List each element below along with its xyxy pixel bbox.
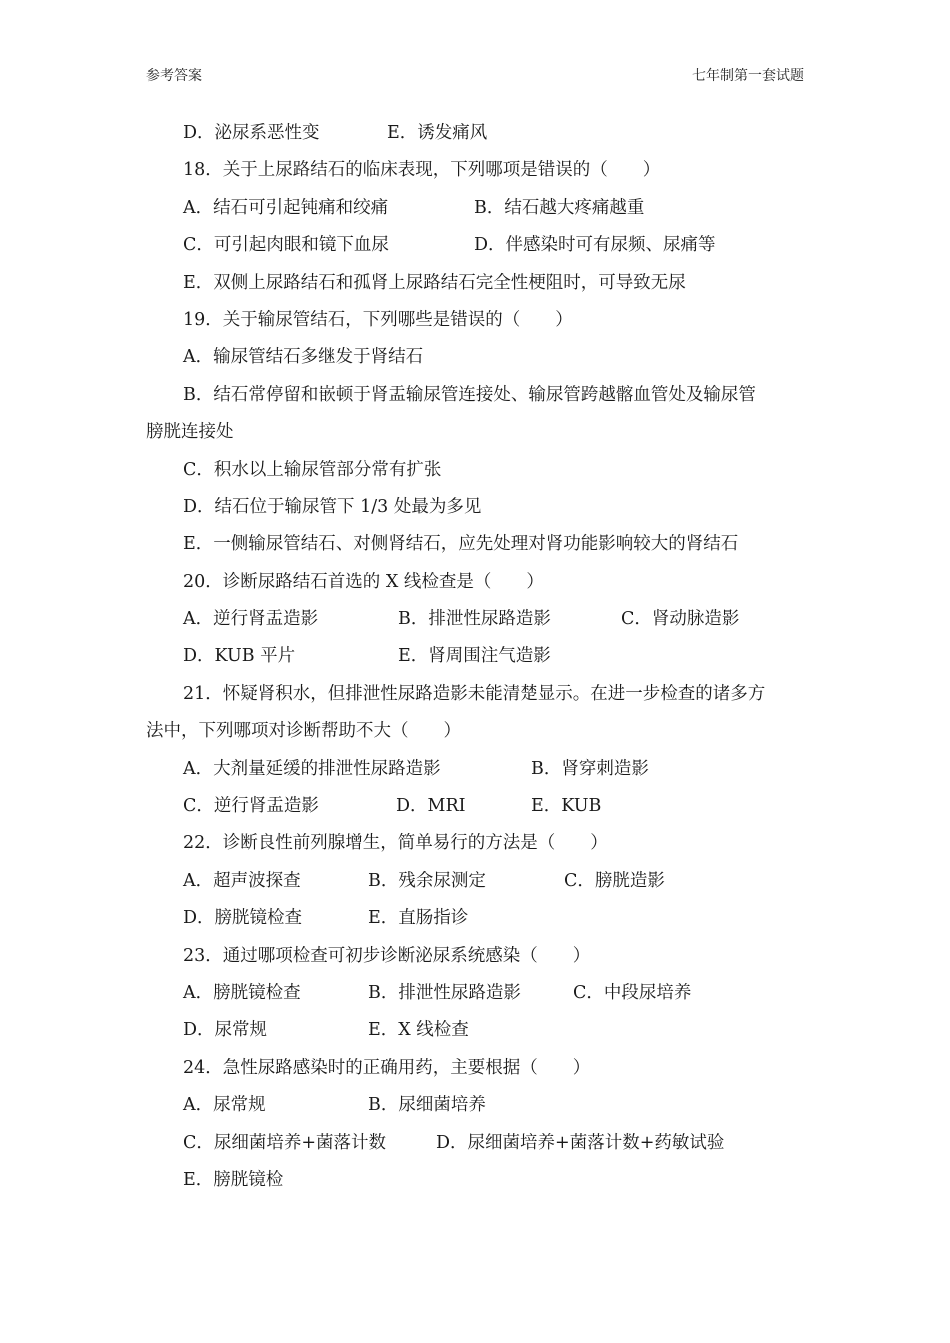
question-23 <box>146 938 810 975</box>
option-line <box>146 1012 810 1049</box>
option-line <box>146 339 810 376</box>
option-line <box>146 377 810 414</box>
option-d: D．尿细菌培养+菌落计数+药敏试验 <box>436 1132 725 1153</box>
option-line <box>146 788 810 825</box>
option-a: A．尿常规 <box>183 1095 266 1116</box>
option-line <box>146 115 810 152</box>
option-d: D．结石位于输尿管下 1/3 处最为多见 <box>183 496 482 517</box>
option-d: D．KUB 平片 <box>183 646 296 667</box>
option-e: E．肾周围注气造影 <box>398 646 551 667</box>
option-d: D．尿常规 <box>183 1020 268 1041</box>
option-line <box>146 190 810 227</box>
option-a: A．逆行肾盂造影 <box>183 609 319 630</box>
option-b: B．排泄性尿路造影 <box>368 982 521 1003</box>
option-c: C．膀胱造影 <box>564 870 665 891</box>
option-c: C．积水以上输尿管部分常有扩张 <box>183 459 442 480</box>
option-b-continued: 膀胱连接处 <box>146 422 234 443</box>
option-a: A．超声波探查 <box>183 870 301 891</box>
option-c: C．逆行肾盂造影 <box>183 796 319 817</box>
option-line <box>146 863 810 900</box>
header-left: 参考答案 <box>146 68 202 84</box>
question-23-stem: 23．通过哪项检查可初步诊断泌尿系统感染（ ） <box>183 945 591 966</box>
option-d: D．泌尿系恶性变 <box>183 123 320 143</box>
option-a: A．结石可引起钝痛和绞痛 <box>183 197 389 218</box>
question-22-stem: 22．诊断良性前列腺增生，简单易行的方法是（ ） <box>183 833 608 854</box>
option-a: A．输尿管结石多继发于肾结石 <box>183 347 424 368</box>
question-21-stem-continued: 法中，下列哪项对诊断帮助不大（ ） <box>146 721 461 742</box>
option-line <box>146 1162 810 1199</box>
option-e: E．膀胱镜检 <box>183 1169 284 1190</box>
option-c: C．尿细菌培养+菌落计数 <box>183 1132 387 1153</box>
option-line <box>146 227 810 264</box>
option-c: C．中段尿培养 <box>573 982 692 1003</box>
option-e: E．一侧输尿管结石、对侧肾结石，应先处理对肾功能影响较大的肾结石 <box>183 534 739 555</box>
option-line <box>146 975 810 1012</box>
option-c: C．肾动脉造影 <box>621 609 740 630</box>
option-line <box>146 900 810 937</box>
header-right: 七年制第一套试题 <box>692 68 804 84</box>
option-e: E．直肠指诊 <box>368 908 469 929</box>
question-20-stem: 20．诊断尿路结石首选的 X 线检查是（ ） <box>183 571 544 592</box>
option-line <box>146 265 810 302</box>
option-line <box>146 489 810 526</box>
option-continuation <box>146 414 810 451</box>
question-19-stem: 19．关于输尿管结石，下列哪些是错误的（ ） <box>183 309 573 330</box>
question-21 <box>146 676 810 713</box>
question-19 <box>146 302 810 339</box>
option-e: E．KUB <box>531 796 602 817</box>
option-d: D．膀胱镜检查 <box>183 908 303 929</box>
option-b: B．排泄性尿路造影 <box>398 609 551 630</box>
question-18 <box>146 152 810 189</box>
option-b: B．结石常停留和嵌顿于肾盂输尿管连接处、输尿管跨越髂血管处及输尿管 <box>183 384 756 405</box>
option-d: D．伴感染时可有尿频、尿痛等 <box>474 235 716 256</box>
option-b: B．结石越大疼痛越重 <box>474 197 645 218</box>
option-c: C．可引起肉眼和镜下血尿 <box>183 235 389 256</box>
option-a: A．大剂量延缓的排泄性尿路造影 <box>183 758 441 779</box>
option-a: A．膀胱镜检查 <box>183 982 301 1003</box>
option-line <box>146 1087 810 1124</box>
question-18-stem: 18．关于上尿路结石的临床表现，下列哪项是错误的（ ） <box>183 160 661 181</box>
option-e: E．诱发痛风 <box>387 123 488 143</box>
option-line <box>146 751 810 788</box>
option-line <box>146 452 810 489</box>
option-e: E．双侧上尿路结石和孤肾上尿路结石完全性梗阻时，可导致无尿 <box>183 272 686 293</box>
question-24-stem: 24．急性尿路感染时的正确用药，主要根据（ ） <box>183 1057 591 1078</box>
question-list <box>146 115 810 1199</box>
option-line <box>146 526 810 563</box>
question-20 <box>146 564 810 601</box>
option-b: B．残余尿测定 <box>368 870 486 891</box>
option-d: D．MRI <box>396 796 466 817</box>
question-21-stem: 21．怀疑肾积水，但排泄性尿路造影未能清楚显示。在进一步检查的诸多方 <box>183 683 766 704</box>
option-line <box>146 1125 810 1162</box>
question-22 <box>146 825 810 862</box>
option-b: B．肾穿刺造影 <box>531 758 649 779</box>
option-b: B．尿细菌培养 <box>368 1095 486 1116</box>
question-24 <box>146 1050 810 1087</box>
question-continuation <box>146 713 810 750</box>
option-line <box>146 601 810 638</box>
option-e: E．X 线检查 <box>368 1020 469 1041</box>
option-line <box>146 638 810 675</box>
